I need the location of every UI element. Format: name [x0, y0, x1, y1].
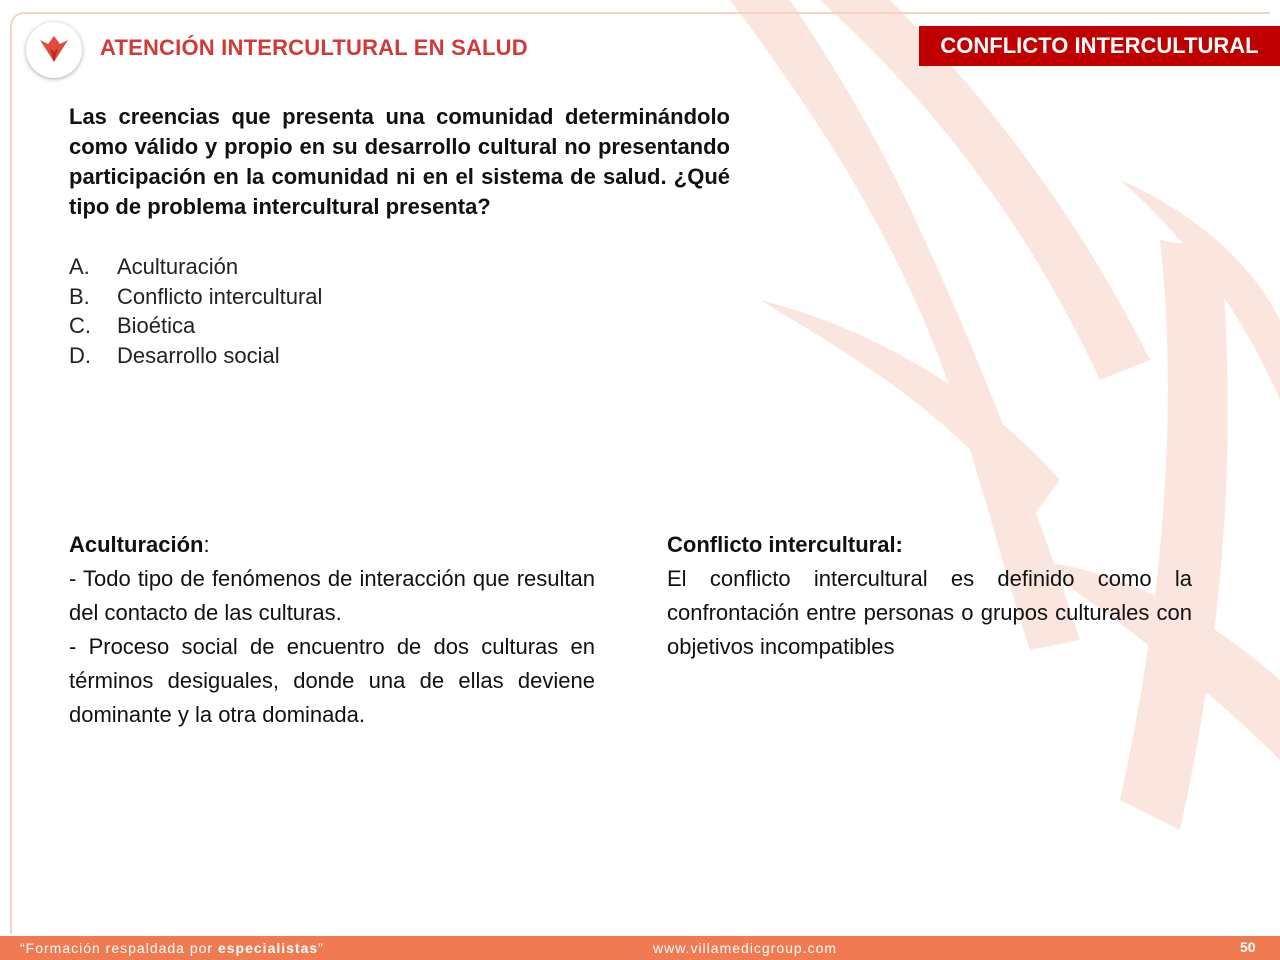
website-link[interactable]: www.villamedicgroup.com	[653, 940, 838, 956]
option-text: Desarrollo social	[117, 342, 280, 368]
heading-colon: :	[203, 532, 210, 557]
slogan-bold: especialistas	[217, 940, 319, 956]
option-text: Aculturación	[117, 254, 239, 279]
option-letter: C.	[69, 313, 91, 338]
aculturacion-line-2: - Proceso social de encuentro de dos culturas en términos desiguales, donde una de ellas deviene dominante y la otra dominada.	[69, 634, 595, 727]
slogan-suffix: ”	[318, 940, 324, 956]
aculturacion-explanation	[69, 528, 595, 732]
footer-bar	[0, 936, 1280, 960]
answer-options	[69, 252, 322, 370]
question-text: Las creencias que presenta una comunidad determinándolo como válido y propio en su desarrollo cultural no presentando participación en la comunidad ni en el sistema de salud. ¿Qué tipo de problema intercultural presenta?	[69, 104, 730, 219]
header-title: ATENCIÓN INTERCULTURAL EN SALUD	[100, 35, 528, 60]
option-letter: B.	[69, 283, 90, 309]
aculturacion-heading: Aculturación	[69, 532, 204, 557]
conflicto-heading: Conflicto intercultural:	[667, 532, 903, 557]
option-b	[69, 282, 322, 312]
page-number: 50	[1240, 939, 1256, 955]
slogan-prefix: “Formación respaldada por	[20, 940, 218, 956]
conflicto-text: El conflicto intercultural es definido como la confrontación entre personas o grupos culturales con objetivos incompatibles	[667, 566, 1192, 659]
option-a	[69, 252, 322, 282]
option-text: Bioética	[117, 313, 196, 338]
aculturacion-line-1: - Todo tipo de fenómenos de interacción que resultan del contacto de las culturas.	[69, 566, 595, 625]
option-c	[69, 311, 322, 341]
conflicto-explanation	[667, 528, 1192, 664]
option-text: Conflicto intercultural	[117, 283, 323, 309]
phoenix-logo-icon	[26, 22, 82, 78]
option-letter: A.	[69, 254, 90, 279]
option-letter: D.	[69, 342, 91, 368]
topic-badge: CONFLICTO INTERCULTURAL	[919, 26, 1280, 66]
option-d	[69, 341, 322, 371]
footer-slogan	[20, 940, 324, 956]
